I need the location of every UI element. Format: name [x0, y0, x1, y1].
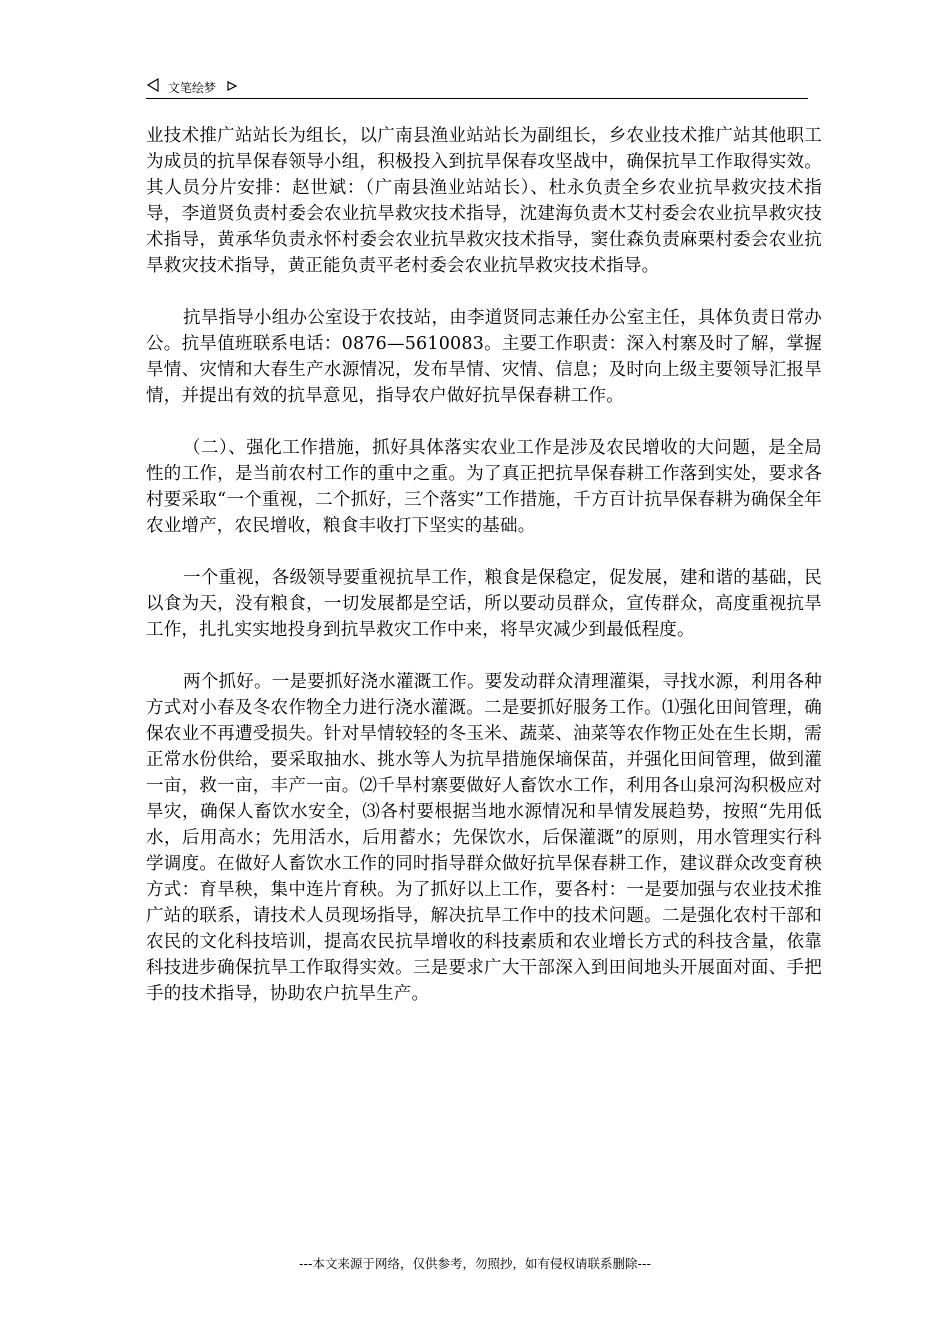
paragraph-2: 抗旱指导小组办公室设于农技站，由李道贤同志兼任办公室主任，具体负责日常办公。抗旱值班联系电话：0876—5610083。主要工作职责：深入村寨及时了解，掌握旱情、灾情和大春生产水源情况，发布旱情、灾情、信息；及时向上级主要领导汇报旱情，并提出有效的抗旱意见，指导农户做好抗旱保春耕工作。: [146, 308, 822, 406]
triangle-left-icon: [146, 77, 160, 99]
paragraph-3: （二）、强化工作措施，抓好具体落实农业工作是涉及农民增收的大问题，是全局性的工作，是当前农村工作的重中之重。为了真正把抗旱保春耕工作落到实处，要求各村要采取“一个重视，二个抓好，三个落实”工作措施，千方百计抗旱保春耕为确保全年农业增产，农民增收，粮食丰收打下坚实的基础。: [146, 438, 822, 536]
triangle-right-icon: [226, 77, 238, 99]
header-title: 文笔绘梦: [167, 80, 216, 95]
page-footer: ---本文来源于网络，仅供参考，勿照抄，如有侵权请联系删除---: [298, 1256, 652, 1271]
page-header: [146, 76, 808, 98]
paragraph-1: 业技术推广站站长为组长，以广南县渔业站站长为副组长，乡农业技术推广站其他职工为成员的抗旱保春领导小组，积极投入到抗旱保春攻坚战中，确保抗旱工作取得实效。其人员分片安排：赵世斌：（广南县渔业站站长）、杜永负责全乡农业抗旱救灾技术指导，李道贤负责村委会农业抗旱救灾技术指导，沈建海负责木艾村委会农业抗旱救灾技术指导，黄承华负责永怀村委会农业抗旱救灾技术指导，窦仕森负责麻栗村委会农业抗旱救灾技术指导，黄正能负责平老村委会农业抗旱救灾技术指导。: [146, 126, 822, 276]
body-text: [146, 123, 822, 1033]
paragraph-5: 两个抓好。一是要抓好浇水灌溉工作。要发动群众清理灌渠，寻找水源，利用各种方式对小春及冬农作物全力进行浇水灌溉。二是要抓好服务工作。⑴强化田间管理，确保农业不再遭受损失。针对旱情较轻的冬玉米、蔬菜、油菜等农作物正处在生长期，需正常水份供给，要采取抽水、挑水等人为抗旱措施保墒保苗，并强化田间管理，做到灌一亩，救一亩，丰产一亩。⑵千旱村寨要做好人畜饮水工作，利用各山泉河沟积极应对旱灾，确保人畜饮水安全，⑶各村要根据当地水源情况和旱情发展趋势，按照“先用低水，后用高水；先用活水，后用蓄水；先保饮水，后保灌溉”的原则，用水管理实行科学调度。在做好人畜饮水工作的同时指导群众做好抗旱保春耕工作，建议群众改变育秧方式：育旱秧，集中连片育秧。为了抓好以上工作，要各村：一是要加强与农业技术推广站的联系，请技术人员现场指导，解决抗旱工作中的技术问题。二是强化农村干部和农民的文化科技培训，提高农民抗旱增收的科技素质和农业增长方式的科技含量，依靠科技进步确保抗旱工作取得实效。三是要求广大干部深入到田间地头开展面对面、手把手的技术指导，协助农户抗旱生产。: [146, 672, 822, 1004]
header-divider: [146, 98, 808, 99]
paragraph-4: 一个重视，各级领导要重视抗旱工作，粮食是保稳定，促发展，建和谐的基础，民以食为天，没有粮食，一切发展都是空话，所以要动员群众，宣传群众，高度重视抗旱工作，扎扎实实地投身到抗旱救灾工作中来，将旱灾减少到最低程度。: [146, 568, 822, 640]
